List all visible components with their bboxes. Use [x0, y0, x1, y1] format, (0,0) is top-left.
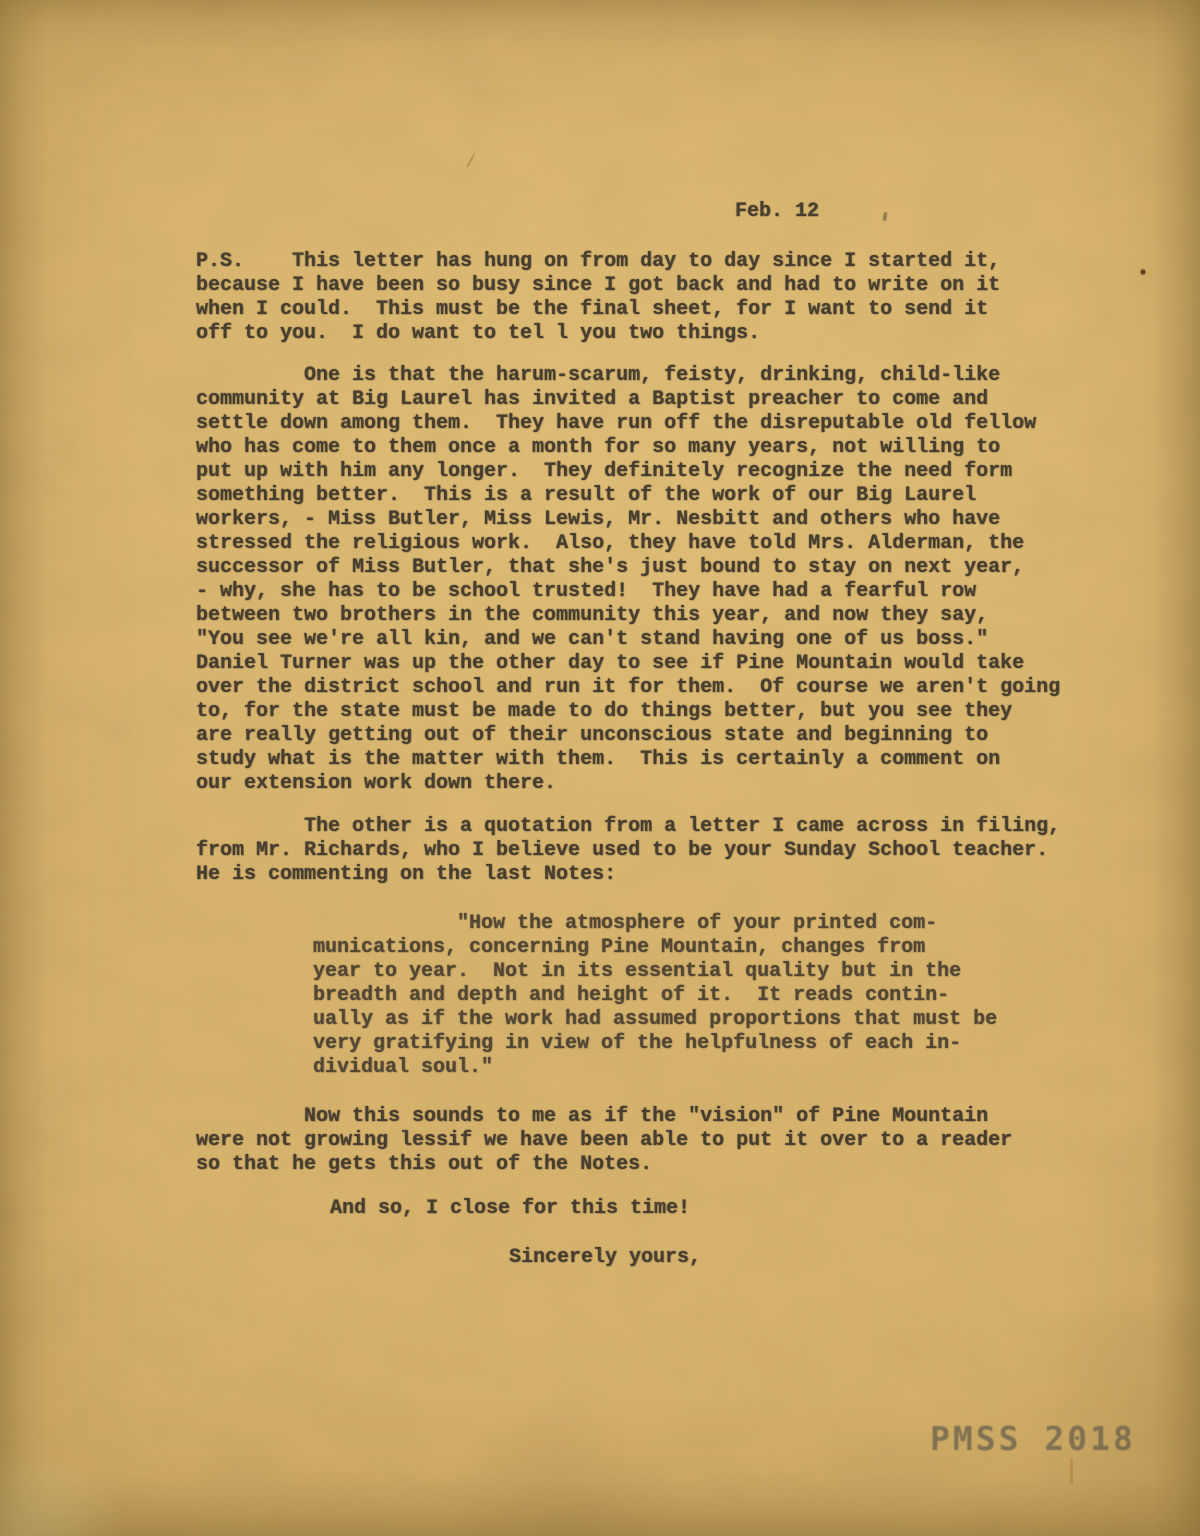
paper-stain	[1070, 1458, 1073, 1484]
text-line: The other is a quotation from a letter I came across in filing,	[196, 815, 1061, 838]
text-line: were not growing lessif we have been able to put it over to a reader	[196, 1129, 1013, 1152]
closing-line: And so, I close for this time!	[330, 1197, 691, 1220]
text-line: - why, she has to be school trusted! They have had a fearful row	[196, 580, 977, 603]
text-line: from Mr. Richards, who I believe used to be your Sunday School teacher.	[196, 839, 1049, 862]
paper-fiber	[466, 152, 475, 167]
text-line: study what is the matter with them. This is certainly a comment on	[196, 748, 1001, 771]
ink-speck	[882, 212, 887, 221]
text-line: settle down among them. They have run off the disreputable old fellow	[196, 412, 1037, 435]
text-line: dividual soul."	[313, 1056, 494, 1079]
text-line: munications, concerning Pine Mountain, changes from	[313, 936, 926, 959]
text-line: between two brothers in the community this year, and now they say,	[196, 604, 989, 627]
text-line: very gratifying in view of the helpfulness of each in-	[313, 1032, 962, 1055]
big-laurel-paragraph	[196, 364, 1060, 796]
date-paragraph	[735, 200, 819, 224]
closing-paragraph	[330, 1197, 690, 1221]
signature-line: Sincerely yours,	[509, 1246, 702, 1269]
text-line: our extension work down there.	[196, 772, 557, 795]
text-line: over the district school and run it for them. Of course we aren't going	[196, 676, 1061, 699]
watermark: PMSS 2018	[930, 1419, 1136, 1458]
text-line: are really getting out of their unconscious state and beginning to	[196, 724, 989, 747]
text-line: breadth and depth and height of it. It reads contin-	[313, 984, 950, 1007]
text-line: put up with him any longer. They definitely recognize the need form	[196, 460, 1013, 483]
ink-speck	[1140, 268, 1146, 276]
text-line: One is that the harum-scarum, feisty, drinking, child-like	[196, 364, 1001, 387]
text-line: Now this sounds to me as if the "vision" of Pine Mountain	[196, 1105, 989, 1128]
text-line: workers, - Miss Butler, Miss Lewis, Mr. Nesbitt and others who have	[196, 508, 1001, 531]
text-line: who has come to them once a month for so many years, not willing to	[196, 436, 1001, 459]
text-line: to, for the state must be made to do things better, but you see they	[196, 700, 1013, 723]
text-line: so that he gets this out of the Notes.	[196, 1153, 653, 1176]
text-line: Daniel Turner was up the other day to see if Pine Mountain would take	[196, 652, 1025, 675]
text-line: "You see we're all kin, and we can't stand having one of us boss."	[196, 628, 989, 651]
text-line: community at Big Laurel has invited a Baptist preacher to come and	[196, 388, 989, 411]
text-line: ually as if the work had assumed proportions that must be	[313, 1008, 998, 1031]
quotation-intro-paragraph	[196, 815, 1060, 887]
text-line: something better. This is a result of the work of our Big Laurel	[196, 484, 977, 507]
text-line: because I have been so busy since I got back and had to write on it	[196, 274, 1001, 297]
text-line: when I could. This must be the final sheet, for I want to send it	[196, 298, 989, 321]
text-line: "How the atmosphere of your printed com-	[313, 912, 938, 935]
text-line: P.S. This letter has hung on from day to day since I started it,	[196, 250, 1001, 273]
text-line: year to year. Not in its essential quality but in the	[313, 960, 962, 983]
ps-paragraph	[196, 250, 1000, 346]
date-line: Feb. 12	[735, 200, 820, 223]
signature-paragraph	[509, 1246, 701, 1270]
text-line: He is commenting on the last Notes:	[196, 863, 617, 886]
text-line: successor of Miss Butler, that she's just bound to stay on next year,	[196, 556, 1025, 579]
text-line: stressed the religious work. Also, they have told Mrs. Alderman, the	[196, 532, 1025, 555]
vision-paragraph	[196, 1105, 1012, 1177]
text-line: off to you. I do want to tel l you two things.	[196, 322, 761, 345]
block-quote	[313, 912, 997, 1080]
